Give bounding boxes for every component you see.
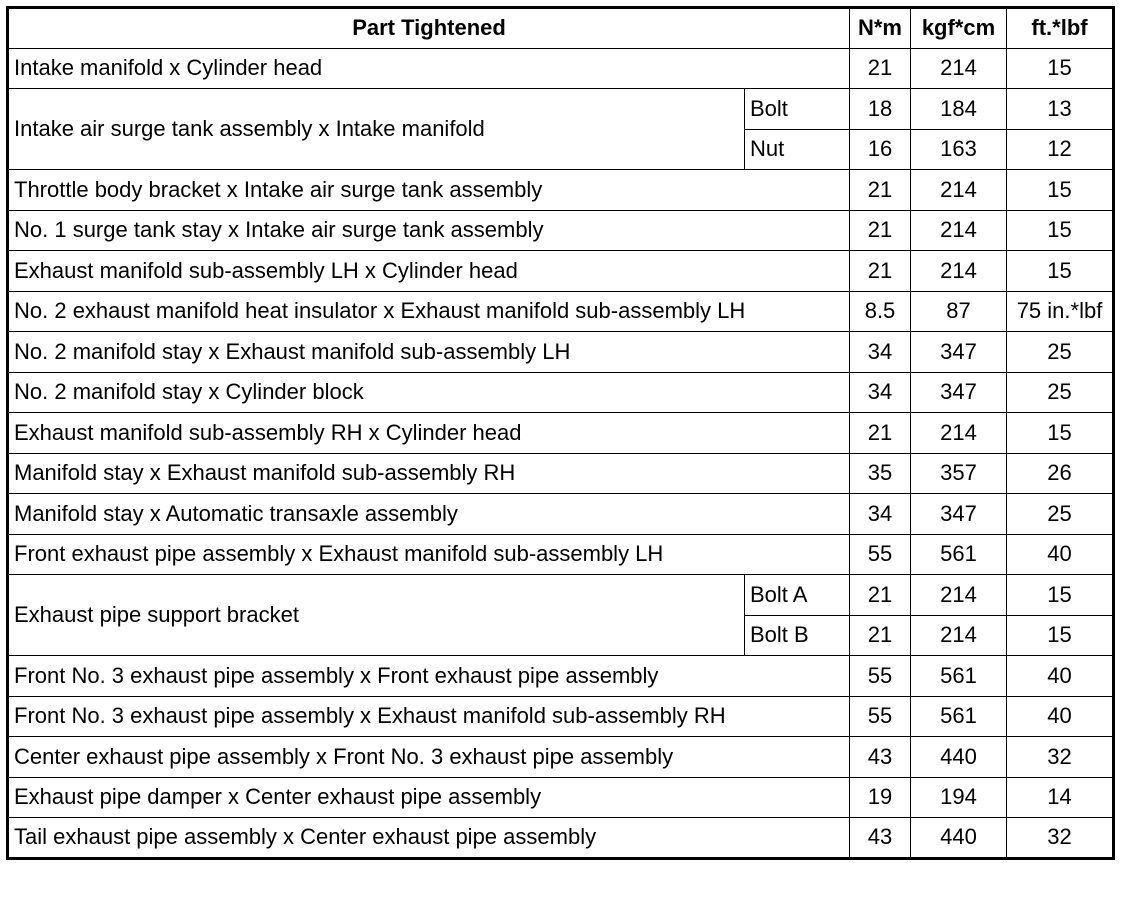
header-part-tightened: Part Tightened xyxy=(8,8,850,49)
nm-cell: 55 xyxy=(850,534,911,575)
kgf-cm-cell: 184 xyxy=(911,89,1007,130)
part-cell: Exhaust pipe support bracket xyxy=(8,575,745,656)
ft-lbf-cell: 12 xyxy=(1007,129,1114,170)
table-row xyxy=(8,170,1114,211)
table-row xyxy=(8,656,1114,697)
ft-lbf-cell: 15 xyxy=(1007,413,1114,454)
kgf-cm-cell: 440 xyxy=(911,737,1007,778)
part-cell: Front No. 3 exhaust pipe assembly x Exhaust manifold sub-assembly RH xyxy=(8,696,850,737)
part-cell: No. 2 exhaust manifold heat insulator x Exhaust manifold sub-assembly LH xyxy=(8,291,850,332)
ft-lbf-cell: 15 xyxy=(1007,210,1114,251)
table-row xyxy=(8,210,1114,251)
header-kgf-cm: kgf*cm xyxy=(911,8,1007,49)
ft-lbf-cell: 40 xyxy=(1007,696,1114,737)
table-row xyxy=(8,575,1114,616)
kgf-cm-cell: 214 xyxy=(911,615,1007,656)
kgf-cm-cell: 347 xyxy=(911,332,1007,373)
nm-cell: 43 xyxy=(850,737,911,778)
fastener-cell: Nut xyxy=(745,129,850,170)
part-cell: Front exhaust pipe assembly x Exhaust manifold sub-assembly LH xyxy=(8,534,850,575)
nm-cell: 43 xyxy=(850,818,911,859)
part-cell: Throttle body bracket x Intake air surge tank assembly xyxy=(8,170,850,211)
table-row xyxy=(8,48,1114,89)
kgf-cm-cell: 347 xyxy=(911,494,1007,535)
kgf-cm-cell: 214 xyxy=(911,210,1007,251)
nm-cell: 34 xyxy=(850,332,911,373)
part-cell: Manifold stay x Automatic transaxle assembly xyxy=(8,494,850,535)
ft-lbf-cell: 15 xyxy=(1007,170,1114,211)
nm-cell: 34 xyxy=(850,372,911,413)
fastener-cell: Bolt B xyxy=(745,615,850,656)
nm-cell: 21 xyxy=(850,615,911,656)
nm-cell: 19 xyxy=(850,777,911,818)
kgf-cm-cell: 194 xyxy=(911,777,1007,818)
part-cell: Intake air surge tank assembly x Intake manifold xyxy=(8,89,745,170)
table-row xyxy=(8,818,1114,859)
ft-lbf-cell: 15 xyxy=(1007,615,1114,656)
table-row xyxy=(8,89,1114,130)
fastener-cell: Bolt xyxy=(745,89,850,130)
table-row xyxy=(8,494,1114,535)
nm-cell: 21 xyxy=(850,251,911,292)
nm-cell: 8.5 xyxy=(850,291,911,332)
nm-cell: 21 xyxy=(850,575,911,616)
ft-lbf-cell: 13 xyxy=(1007,89,1114,130)
kgf-cm-cell: 561 xyxy=(911,656,1007,697)
table-row xyxy=(8,332,1114,373)
ft-lbf-cell: 15 xyxy=(1007,48,1114,89)
ft-lbf-cell: 75 in.*lbf xyxy=(1007,291,1114,332)
kgf-cm-cell: 163 xyxy=(911,129,1007,170)
table-body xyxy=(8,48,1114,858)
nm-cell: 55 xyxy=(850,656,911,697)
nm-cell: 16 xyxy=(850,129,911,170)
table-row xyxy=(8,453,1114,494)
kgf-cm-cell: 214 xyxy=(911,48,1007,89)
ft-lbf-cell: 25 xyxy=(1007,332,1114,373)
torque-spec-table xyxy=(6,6,1115,860)
nm-cell: 21 xyxy=(850,210,911,251)
ft-lbf-cell: 32 xyxy=(1007,818,1114,859)
part-cell: Exhaust manifold sub-assembly LH x Cylinder head xyxy=(8,251,850,292)
ft-lbf-cell: 32 xyxy=(1007,737,1114,778)
ft-lbf-cell: 15 xyxy=(1007,575,1114,616)
nm-cell: 21 xyxy=(850,413,911,454)
table-row xyxy=(8,737,1114,778)
part-cell: Exhaust manifold sub-assembly RH x Cylinder head xyxy=(8,413,850,454)
table-row xyxy=(8,696,1114,737)
kgf-cm-cell: 87 xyxy=(911,291,1007,332)
nm-cell: 55 xyxy=(850,696,911,737)
part-cell: No. 2 manifold stay x Exhaust manifold sub-assembly LH xyxy=(8,332,850,373)
nm-cell: 35 xyxy=(850,453,911,494)
part-cell: Front No. 3 exhaust pipe assembly x Front exhaust pipe assembly xyxy=(8,656,850,697)
table-row xyxy=(8,251,1114,292)
kgf-cm-cell: 357 xyxy=(911,453,1007,494)
nm-cell: 21 xyxy=(850,170,911,211)
kgf-cm-cell: 440 xyxy=(911,818,1007,859)
ft-lbf-cell: 25 xyxy=(1007,372,1114,413)
kgf-cm-cell: 347 xyxy=(911,372,1007,413)
header-ft-lbf: ft.*lbf xyxy=(1007,8,1114,49)
part-cell: Intake manifold x Cylinder head xyxy=(8,48,850,89)
ft-lbf-cell: 25 xyxy=(1007,494,1114,535)
ft-lbf-cell: 26 xyxy=(1007,453,1114,494)
kgf-cm-cell: 561 xyxy=(911,696,1007,737)
header-row xyxy=(8,8,1114,49)
kgf-cm-cell: 214 xyxy=(911,575,1007,616)
kgf-cm-cell: 561 xyxy=(911,534,1007,575)
table-row xyxy=(8,372,1114,413)
ft-lbf-cell: 40 xyxy=(1007,656,1114,697)
table-row xyxy=(8,534,1114,575)
kgf-cm-cell: 214 xyxy=(911,413,1007,454)
table-row xyxy=(8,777,1114,818)
kgf-cm-cell: 214 xyxy=(911,251,1007,292)
fastener-cell: Bolt A xyxy=(745,575,850,616)
header-nm: N*m xyxy=(850,8,911,49)
nm-cell: 18 xyxy=(850,89,911,130)
kgf-cm-cell: 214 xyxy=(911,170,1007,211)
part-cell: Center exhaust pipe assembly x Front No. 3 exhaust pipe assembly xyxy=(8,737,850,778)
ft-lbf-cell: 15 xyxy=(1007,251,1114,292)
ft-lbf-cell: 40 xyxy=(1007,534,1114,575)
part-cell: No. 2 manifold stay x Cylinder block xyxy=(8,372,850,413)
torque-spec-table-container xyxy=(6,6,1115,860)
part-cell: Manifold stay x Exhaust manifold sub-assembly RH xyxy=(8,453,850,494)
part-cell: No. 1 surge tank stay x Intake air surge tank assembly xyxy=(8,210,850,251)
part-cell: Tail exhaust pipe assembly x Center exhaust pipe assembly xyxy=(8,818,850,859)
nm-cell: 21 xyxy=(850,48,911,89)
part-cell: Exhaust pipe damper x Center exhaust pipe assembly xyxy=(8,777,850,818)
table-row xyxy=(8,291,1114,332)
table-row xyxy=(8,413,1114,454)
nm-cell: 34 xyxy=(850,494,911,535)
ft-lbf-cell: 14 xyxy=(1007,777,1114,818)
